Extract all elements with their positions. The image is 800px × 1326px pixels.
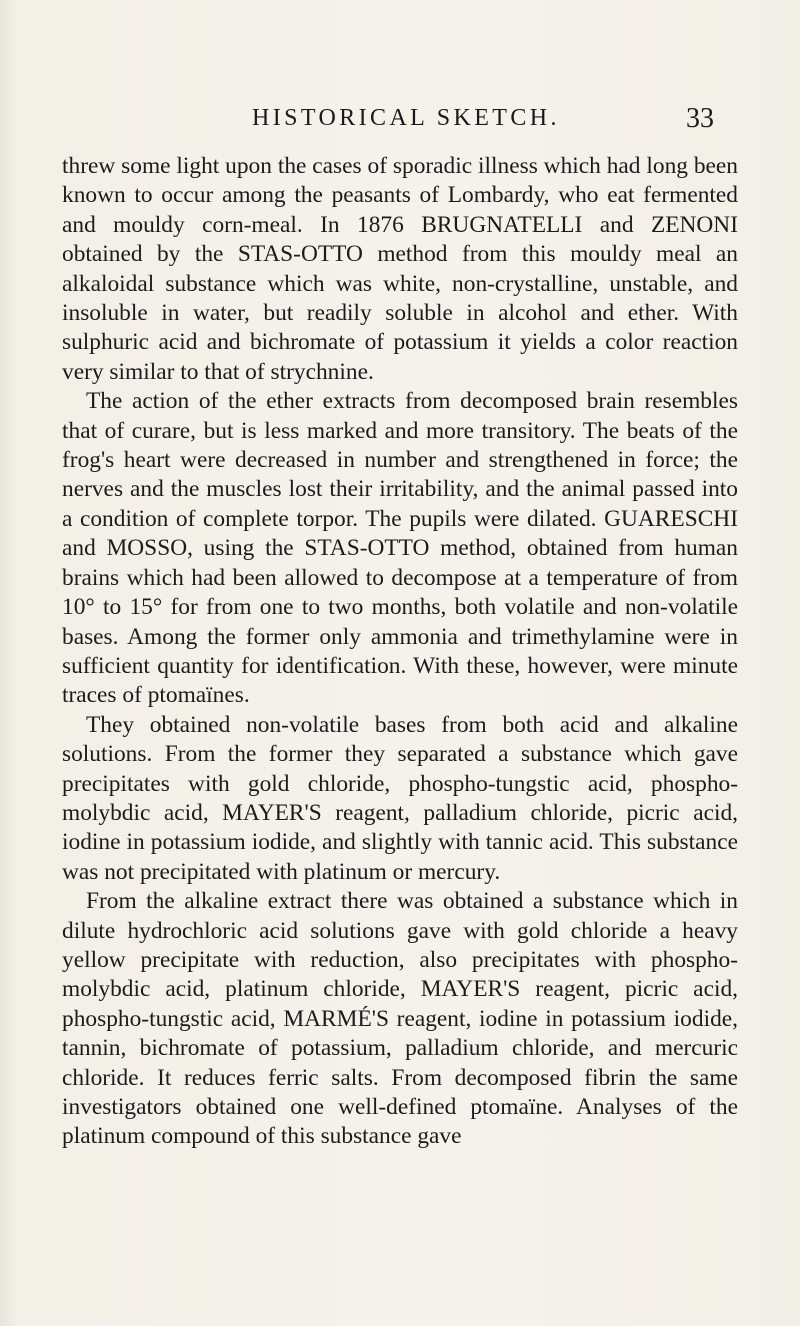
- body-text: [62, 152, 738, 1152]
- paragraph: The action of the ether extracts from decomposed brain resembles that of curare, but is less marked and more transitory. The beats of the frog's heart were decreased in number and strengthened in force; the nerves and the muscles lost their irritability, and the animal passed into a condition of complete torpor. The pupils were dilated. GUARESCHI and MOSSO, using the STAS-OTTO method, obtained from human brains which had been allowed to decompose at a temperature of from 10° to 15° for from one to two months, both volatile and non-volatile bases. Among the former only ammonia and trimethylamine were in sufficient quantity for identification. With these, however, were minute traces of ptomaïnes.: [62, 388, 738, 709]
- paragraph: From the alkaline extract there was obtained a substance which in dilute hydrochloric acid solutions gave with gold chloride a heavy yellow precipitate with reduction, also precipitates with phospho-molybdic acid, platinum chloride, MAYER'S reagent, picric acid, phospho-tungstic acid, MARMÉ'S reagent, iodine in potassium iodide, tannin, bichromate of potassium, palladium chloride, and mercuric chloride. It reduces ferric salts. From decomposed fibrin the same investigators obtained one well-defined ptomaïne. Analyses of the platinum compound of this substance gave: [62, 888, 738, 1150]
- paragraph: threw some light upon the cases of sporadic illness which had long been known to occur among the peasants of Lombardy, who eat fermented and mouldy corn-meal. In 1876 BRUGNATELLI and ZENONI obtained by the STAS-OTTO method from this mouldy meal an alkaloidal substance which was white, non-crystalline, unstable, and insoluble in water, but readily soluble in alcohol and ether. With sulphuric acid and bichromate of potassium it yields a color reaction very similar to that of strychnine.: [62, 153, 738, 385]
- running-head: [0, 105, 800, 145]
- running-title: HISTORICAL SKETCH.: [252, 105, 560, 131]
- page-number: 33: [686, 103, 714, 134]
- paragraph: They obtained non-volatile bases from both acid and alkaline solutions. From the former they separated a substance which gave precipitates with gold chloride, phospho-tungstic acid, phospho-molybdic acid, MAYER'S reagent, palladium chloride, picric acid, iodine in potassium iodide, and slightly with tannic acid. This substance was not precipitated with platinum or mercury.: [62, 711, 738, 885]
